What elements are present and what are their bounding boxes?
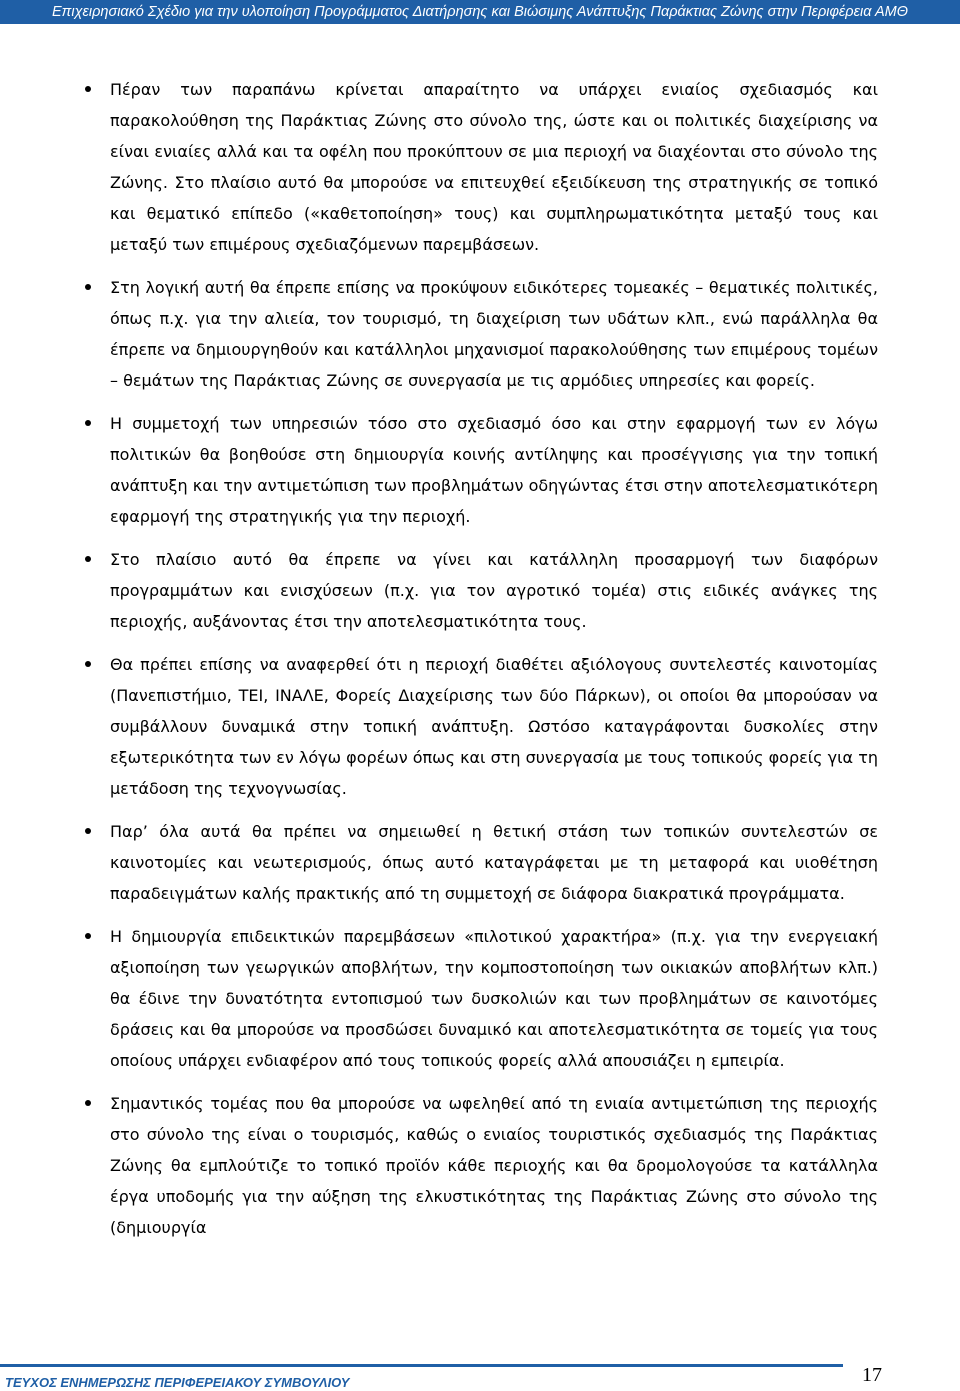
bullet-icon <box>85 1100 91 1106</box>
running-header: Επιχειρησιακό Σχέδιο για την υλοποίηση Προγράμματος Διατήρησης και Βιώσιμης Ανάπτυξης Παράκτιας Ζώνης στην Περιφέρεια ΑΜΘ <box>0 0 960 24</box>
bullet-icon <box>85 661 91 667</box>
bullet-item <box>110 921 878 1076</box>
bullet-text: Θα πρέπει επίσης να αναφερθεί ότι η περιοχή διαθέτει αξιόλογους συντελεστές καινοτομίας (Πανεπιστήμιο, ΤΕΙ, ΙΝΑΛΕ, Φορείς Διαχείρισης των δύο Πάρκων), οι οποίοι θα μπορούσαν να συμβάλλουν δυναμικά στην τοπική ανάπτυξη. Ωστόσο καταγράφονται δυσκολίες στην εξωτερικότητα των εν λόγω φορέων όπως και στη συνεργασία με τους τοπικούς φορείς για τη μετάδοση της τεχνογνωσίας. <box>110 655 878 798</box>
footer-rule <box>0 1364 843 1367</box>
bullet-icon <box>85 933 91 939</box>
bullet-item <box>110 649 878 804</box>
bullet-text: Στη λογική αυτή θα έπρεπε επίσης να προκύψουν ειδικότερες τομεακές – θεματικές πολιτικές, όπως π.χ. για την αλιεία, τον τουρισμό, τη διαχείριση των υδάτων κλπ., ενώ παράλληλα θα έπρεπε να δημιουργηθούν και κατάλληλοι μηχανισμοί παρακολούθησης των επιμέρους τομέων – θεμάτων της Παράκτιας Ζώνης σε συνεργασία με τις αρμόδιες υπηρεσίες και φορείς. <box>110 278 878 390</box>
bullet-item <box>110 408 878 532</box>
footer-title: ΤΕΥΧΟΣ ΕΝΗΜΕΡΩΣΗΣ ΠΕΡΙΦΕΡΕΙΑΚΟΥ ΣΥΜΒΟΥΛΙΟΥ <box>5 1375 350 1390</box>
bullet-text: Η δημιουργία επιδεικτικών παρεμβάσεων «πιλοτικού χαρακτήρα» (π.χ. για την ενεργειακή αξιοποίηση των γεωργικών αποβλήτων, την κομποστοποίηση των οικιακών αποβλήτων κλπ.) θα έδινε την δυνατότητα εντοπισμού των δυσκολιών και των προβλημάτων σε καινοτόμες δράσεις και θα μπορούσε να προσδώσει δυναμικό και αποτελεσματικότητα σε τομείς για τους οποίους υπάρχει ενδιαφέρον από τους τοπικούς φορείς αλλά απουσιάζει η εμπειρία. <box>110 927 878 1070</box>
bullet-item <box>110 544 878 637</box>
bullet-text: Η συμμετοχή των υπηρεσιών τόσο στο σχεδιασμό όσο και στην εφαρμογή των εν λόγω πολιτικών θα βοηθούσε στη δημιουργία κοινής αντίληψης και προσέγγισης για την τοπική ανάπτυξη και την αντιμετώπιση των προβλημάτων οδηγώντας έτσι στην αποτελεσματικότερη εφαρμογή της στρατηγικής για την περιοχή. <box>110 414 878 526</box>
bullet-icon <box>85 556 91 562</box>
page-number: 17 <box>862 1364 882 1386</box>
bullet-text: Παρ’ όλα αυτά θα πρέπει να σημειωθεί η θετική στάση των τοπικών συντελεστών σε καινοτομίες και νεωτερισμούς, όπως αυτό καταγράφεται με τη μεταφορά και υιοθέτηση παραδειγμάτων καλής πρακτικής από τη συμμετοχή σε διάφορα διακρατικά προγράμματα. <box>110 822 878 903</box>
bullet-text: Σημαντικός τομέας που θα μπορούσε να ωφεληθεί από τη ενιαία αντιμετώπιση της περιοχής στο σύνολο της είναι ο τουρισμός, καθώς ο ενιαίος τουριστικός σχεδιασμός της Παράκτιας Ζώνης θα εμπλούτιζε το τοπικό προϊόν κάθε περιοχής και θα δρομολογούσε τα κατάλληλα έργα υποδομής για την αύξηση της ελκυστικότητας της Παράκτιας Ζώνης στο σύνολο της (δημιουργία <box>110 1094 878 1237</box>
bullet-icon <box>85 284 91 290</box>
bullet-icon <box>85 86 91 92</box>
document-body <box>110 74 878 1255</box>
bullet-icon <box>85 420 91 426</box>
bullet-icon <box>85 828 91 834</box>
bullet-item <box>110 74 878 260</box>
bullet-item <box>110 272 878 396</box>
bullet-text: Πέραν των παραπάνω κρίνεται απαραίτητο να υπάρχει ενιαίος σχεδιασμός και παρακολούθηση της Παράκτιας Ζώνης στο σύνολο της, ώστε και οι πολιτικές διαχείρισης να είναι ενιαίες αλλά και τα οφέλη που προκύπτουν σε μια περιοχή να διαχέονται στο σύνολο της Ζώνης. Στο πλαίσιο αυτό θα μπορούσε να επιτευχθεί εξειδίκευση της στρατηγικής σε τοπικό και θεματικό επίπεδο («καθετοποίηση» τους) και συμπληρωματικότητα μεταξύ τους και μεταξύ των επιμέρους σχεδιαζόμενων παρεμβάσεων. <box>110 80 878 254</box>
bullet-item <box>110 1088 878 1243</box>
bullet-item <box>110 816 878 909</box>
bullet-text: Στο πλαίσιο αυτό θα έπρεπε να γίνει και κατάλληλη προσαρμογή των διαφόρων προγραμμάτων και ενισχύσεων (π.χ. για τον αγροτικό τομέα) στις ειδικές ανάγκες της περιοχής, αυξάνοντας έτσι την αποτελεσματικότητα τους. <box>110 550 878 631</box>
